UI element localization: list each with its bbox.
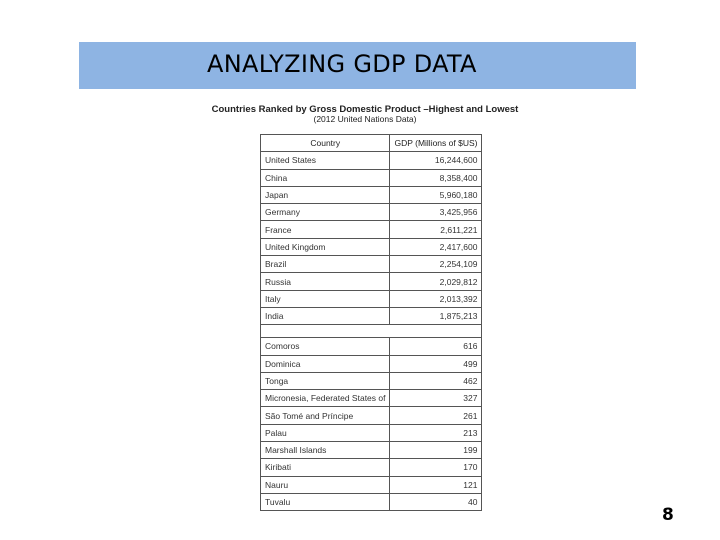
document-subtitle: (2012 United Nations Data): [313, 114, 417, 124]
table-row: [261, 186, 482, 203]
country-cell: Japan: [261, 186, 390, 203]
country-cell: Tonga: [261, 372, 390, 389]
country-cell: São Tomé and Príncipe: [261, 407, 390, 424]
country-cell: France: [261, 221, 390, 238]
separator-row: [261, 325, 482, 338]
gdp-cell: 2,611,221: [390, 221, 482, 238]
gdp-cell: 3,425,956: [390, 204, 482, 221]
table-row: [261, 338, 482, 355]
table-row: [261, 169, 482, 186]
country-cell: Brazil: [261, 256, 390, 273]
country-cell: Palau: [261, 424, 390, 441]
gdp-cell: 16,244,600: [390, 152, 482, 169]
table-row: [261, 493, 482, 510]
table-row: [261, 355, 482, 372]
table-row: [261, 204, 482, 221]
country-cell: India: [261, 307, 390, 324]
gdp-cell: 2,029,812: [390, 273, 482, 290]
gdp-cell: 261: [390, 407, 482, 424]
country-cell: Tuvalu: [261, 493, 390, 510]
table-row: [261, 424, 482, 441]
document-title: Countries Ranked by Gross Domestic Product –Highest and Lowest: [211, 104, 519, 115]
gdp-cell: 499: [390, 355, 482, 372]
table-row: [261, 290, 482, 307]
table-cutoff: [255, 519, 485, 540]
country-cell: United States: [261, 152, 390, 169]
gdp-table: [260, 134, 482, 511]
table-row: [261, 256, 482, 273]
table-row: [261, 442, 482, 459]
country-cell: Germany: [261, 204, 390, 221]
separator-cell: [261, 325, 482, 338]
gdp-cell: 2,254,109: [390, 256, 482, 273]
page-number: 8: [662, 505, 674, 525]
gdp-cell: 8,358,400: [390, 169, 482, 186]
table-row: [261, 390, 482, 407]
header-gdp: GDP (Millions of $US): [390, 135, 482, 152]
table-row: [261, 152, 482, 169]
country-cell: Nauru: [261, 476, 390, 493]
gdp-cell: 2,013,392: [390, 290, 482, 307]
country-cell: Micronesia, Federated States of: [261, 390, 390, 407]
table-row: [261, 238, 482, 255]
gdp-cell: 170: [390, 459, 482, 476]
country-cell: Marshall Islands: [261, 442, 390, 459]
table-row: [261, 476, 482, 493]
gdp-cell: 121: [390, 476, 482, 493]
country-cell: Comoros: [261, 338, 390, 355]
table-row: [261, 407, 482, 424]
country-cell: Dominica: [261, 355, 390, 372]
gdp-cell: 327: [390, 390, 482, 407]
gdp-cell: 1,875,213: [390, 307, 482, 324]
table-row: [261, 372, 482, 389]
gdp-cell: 199: [390, 442, 482, 459]
country-cell: Russia: [261, 273, 390, 290]
gdp-cell: 2,417,600: [390, 238, 482, 255]
table-header-row: [261, 135, 482, 152]
gdp-cell: 213: [390, 424, 482, 441]
country-cell: China: [261, 169, 390, 186]
gdp-cell: 40: [390, 493, 482, 510]
gdp-cell: 462: [390, 372, 482, 389]
slide-title: ANALYZING GDP DATA: [207, 50, 477, 78]
table-body: [261, 152, 482, 511]
table-row: [261, 221, 482, 238]
table-row: [261, 459, 482, 476]
country-cell: United Kingdom: [261, 238, 390, 255]
header-country: Country: [261, 135, 390, 152]
country-cell: Italy: [261, 290, 390, 307]
table-row: [261, 307, 482, 324]
table-row: [261, 273, 482, 290]
gdp-cell: 616: [390, 338, 482, 355]
gdp-cell: 5,960,180: [390, 186, 482, 203]
slide-title-bar: [79, 42, 636, 89]
country-cell: Kiribati: [261, 459, 390, 476]
